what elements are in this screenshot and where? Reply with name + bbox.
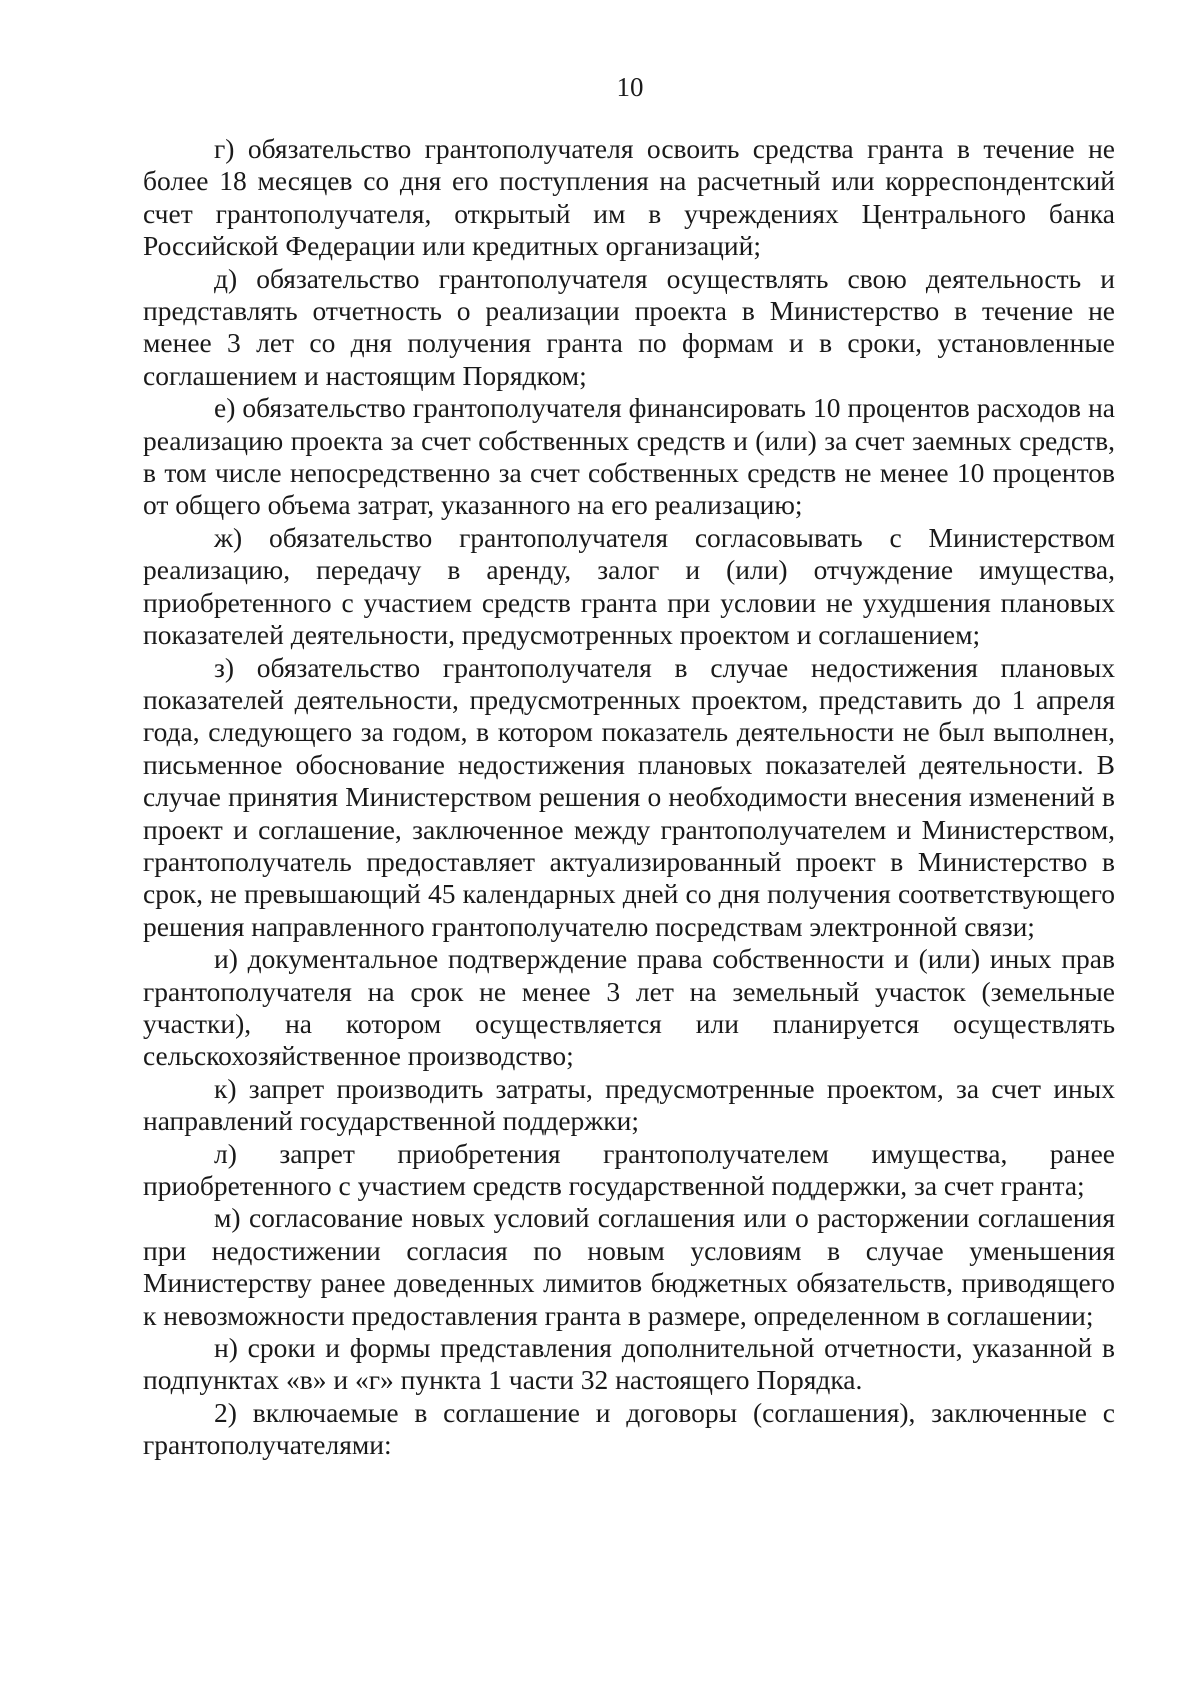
paragraph-k: к) запрет производить затраты, предусмотренные проектом, за счет иных направлений государственной поддержки; <box>143 1072 1115 1137</box>
paragraph-e: е) обязательство грантополучателя финансировать 10 процентов расходов на реализацию проекта за счет собственных средств и (или) за счет заемных средств, в том числе непосредственно за счет собственных средств не менее 10 процентов от общего объема затрат, указанного на его реализацию; <box>143 392 1115 521</box>
document-body <box>143 133 1115 1462</box>
paragraph-l: л) запрет приобретения грантополучателем имущества, ранее приобретенного с участием средств государственной поддержки, за счет гранта; <box>143 1137 1115 1201</box>
paragraph-d: д) обязательство грантополучателя осуществлять свою деятельность и представлять отчетность о реализации проекта в Министерство в течение не менее 3 лет со дня получения гранта по формам и в сроки, установленные соглашением и настоящим Порядком; <box>143 262 1115 391</box>
page-number: 10 <box>616 72 644 102</box>
paragraph-g: г) обязательство грантополучателя освоить средства гранта в течение не более 18 месяцев со дня его поступления на расчетный или корреспондентский счет грантополучателя, открытый им в учреждениях Центрального банка Российской Федерации или кредитных организаций; <box>143 133 1115 262</box>
paragraph-m: м) согласование новых условий соглашения или о расторжении соглашения при недостижении согласия по новым условиям в случае уменьшения Министерству ранее доведенных лимитов бюджетных обязательств, приводящего к невозможности предоставления гранта в размере, определенном в соглашении; <box>143 1202 1115 1331</box>
paragraph-n: н) сроки и формы представления дополнительной отчетности, указанной в подпунктах «в» и «г» пункта 1 части 32 настоящего Порядка. <box>143 1332 1115 1396</box>
paragraph-z: з) обязательство грантополучателя в случае недостижения плановых показателей деятельности, предусмотренных проектом, представить до 1 апреля года, следующего за годом, в котором показатель деятельности не был выполнен, письменное обоснование недостижения плановых показателей деятельности. В случае принятия Министерством решения о необходимости внесения изменений в проект и соглашение, заключенное между грантополучателем и Министерством, грантополучатель предоставляет актуализированный проект в Министерство в срок, не превышающий 45 календарных дней со дня получения соответствующего решения направленного грантополучателю посредствам электронной связи; <box>143 651 1115 942</box>
paragraph-zh: ж) обязательство грантополучателя согласовывать с Министерством реализацию, передачу в аренду, залог и (или) отчуждение имущества, приобретенного с участием средств гранта при условии не ухудшения плановых показателей деятельности, предусмотренных проектом и соглашением; <box>143 521 1115 651</box>
paragraph-2: 2) включаемые в соглашение и договоры (соглашения), заключенные с грантополучателями: <box>143 1396 1115 1461</box>
paragraph-i: и) документальное подтверждение права собственности и (или) иных прав грантополучателя на срок не менее 3 лет на земельный участок (земельные участки), на котором осуществляется или планируется осуществлять сельскохозяйственное производство; <box>143 943 1115 1072</box>
